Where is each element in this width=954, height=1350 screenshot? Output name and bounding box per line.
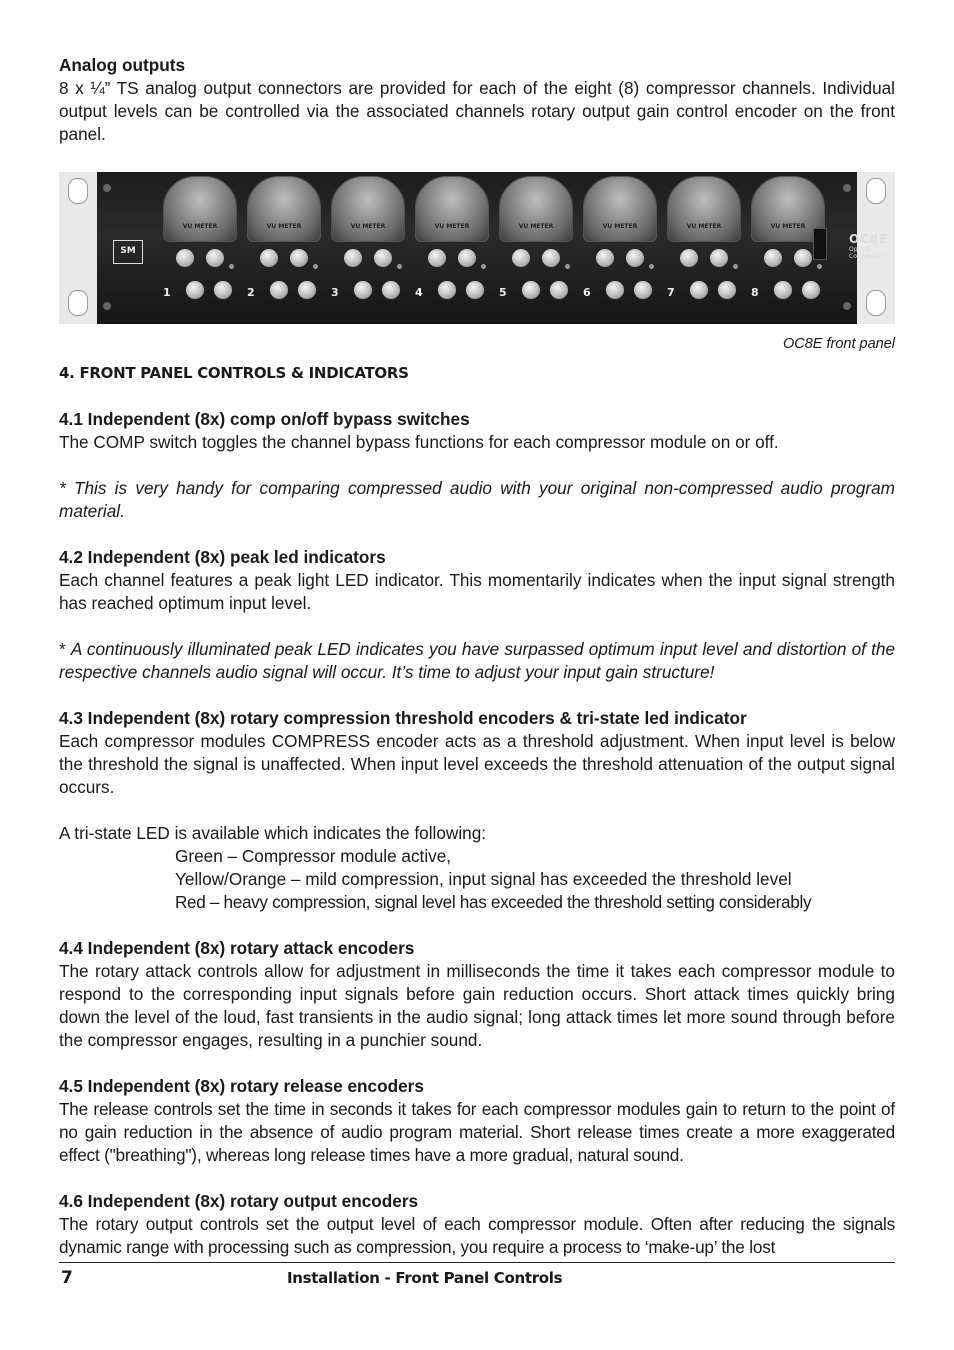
vu-meter-label: VU METER <box>602 223 638 230</box>
knob-icon <box>679 248 699 268</box>
peak-led-icon <box>565 264 570 269</box>
analog-outputs-heading: Analog outputs <box>59 55 186 75</box>
knob-icon <box>427 248 447 268</box>
knob-icon <box>465 280 485 300</box>
s43-led-green: Green – Compressor module active, <box>175 846 452 866</box>
knob-icon <box>773 280 793 300</box>
knob-icon <box>595 248 615 268</box>
s43-heading: 4.3 Independent (8x) rotary compression threshold encoders & tri-state led indicator <box>59 708 747 728</box>
front-panel-image <box>59 172 895 324</box>
section-title: 4. FRONT PANEL CONTROLS & INDICATORS <box>59 364 409 382</box>
s41-heading: 4.1 Independent (8x) comp on/off bypass switches <box>59 409 470 429</box>
s42-body: Each channel features a peak light LED indicator. This momentarily indicates when the input signal strength has reached optimum input level. <box>59 570 895 613</box>
s43-led-intro: A tri-state LED is available which indicates the following: <box>59 823 487 843</box>
screw <box>103 302 111 310</box>
vu-meter-icon <box>499 176 573 242</box>
page-footer <box>59 1262 895 1288</box>
rack-hole <box>68 178 88 204</box>
vu-meter-icon <box>331 176 405 242</box>
channel-number: 8 <box>751 286 759 299</box>
knob-icon <box>511 248 531 268</box>
brand-sub1: Optical <box>849 246 871 253</box>
footer-title: Installation - Front Panel Controls <box>287 1269 563 1287</box>
screw <box>843 302 851 310</box>
knob-icon <box>717 280 737 300</box>
peak-led-icon <box>649 264 654 269</box>
rack-ear-left <box>59 172 99 324</box>
s45-heading: 4.5 Independent (8x) rotary release encoders <box>59 1076 424 1096</box>
vu-meter-label: VU METER <box>434 223 470 230</box>
knob-icon <box>689 280 709 300</box>
knob-icon <box>709 248 729 268</box>
peak-led-icon <box>313 264 318 269</box>
vu-meter-icon <box>583 176 657 242</box>
knob-icon <box>213 280 233 300</box>
knob-icon <box>521 280 541 300</box>
rack-hole <box>866 290 886 316</box>
figure-caption: OC8E front panel <box>782 336 895 352</box>
knob-icon <box>793 248 813 268</box>
channel-number: 3 <box>331 286 339 299</box>
knob-icon <box>625 248 645 268</box>
analog-outputs-body: 8 x ¼” TS analog output connectors are provided for each of the eight (8) compressor channels. Individual output levels can be controlled via the associated channels rotary output gain control encoder on the front panel. <box>59 78 895 144</box>
knob-icon <box>763 248 783 268</box>
channel-number: 7 <box>667 286 675 299</box>
page-number: 7 <box>61 1268 73 1288</box>
s46-body: The rotary output controls set the output level of each compressor module. Often after reducing the signals dynamic range with processing such as compression, you require a process to ‘make-up’ the lost <box>59 1214 895 1257</box>
rack-hole <box>866 178 886 204</box>
peak-led-icon <box>229 264 234 269</box>
knob-icon <box>633 280 653 300</box>
peak-led-icon <box>481 264 486 269</box>
channel-number: 1 <box>163 286 171 299</box>
knob-icon <box>801 280 821 300</box>
s44-body: The rotary attack controls allow for adjustment in milliseconds the time it takes each compressor module to respond to the corresponding input signals before gain reduction occurs. Short attack times quickly bring down the level of the loud, fast transients in the audio signal; long attack times let more sound through before the compressor engages, resulting in a punchier sound. <box>59 961 895 1050</box>
knob-icon <box>289 248 309 268</box>
screw <box>843 184 851 192</box>
s45-body: The release controls set the time in seconds it takes for each compressor modules gain to return to the point of no gain reduction in the absence of audio program material. Short release times create a more exaggerated effect ("breathing"), whereas long release times have a more gradual, natural sound. <box>59 1099 895 1165</box>
vu-meter-label: VU METER <box>182 223 218 230</box>
channel-6 <box>579 176 659 318</box>
channel-number: 2 <box>247 286 255 299</box>
channel-3 <box>327 176 407 318</box>
peak-led-icon <box>733 264 738 269</box>
channel-4 <box>411 176 491 318</box>
channel-number: 5 <box>499 286 507 299</box>
vu-meter-icon <box>247 176 321 242</box>
knob-icon <box>175 248 195 268</box>
s42-heading: 4.2 Independent (8x) peak led indicators <box>59 547 386 567</box>
knob-icon <box>457 248 477 268</box>
panel-face <box>97 172 889 324</box>
peak-led-icon <box>817 264 822 269</box>
vu-meter-label: VU METER <box>518 223 554 230</box>
s41-note: * This is very handy for comparing compressed audio with your original non-compressed audio program material. <box>59 478 895 521</box>
vu-meter-label: VU METER <box>770 223 806 230</box>
knob-icon <box>297 280 317 300</box>
vu-meter-icon <box>667 176 741 242</box>
channel-2 <box>243 176 323 318</box>
vu-meter-label: VU METER <box>350 223 386 230</box>
s42-note-star: * <box>59 639 71 659</box>
knob-icon <box>541 248 561 268</box>
knob-icon <box>373 248 393 268</box>
power-switch <box>813 228 827 260</box>
logo-icon: SM <box>113 240 143 264</box>
channel-number: 6 <box>583 286 591 299</box>
knob-icon <box>353 280 373 300</box>
vu-meter-label: VU METER <box>686 223 722 230</box>
knob-icon <box>381 280 401 300</box>
brand-label <box>849 232 889 260</box>
page-content <box>59 54 895 1259</box>
rack-hole <box>68 290 88 316</box>
s46-heading: 4.6 Independent (8x) rotary output encoders <box>59 1191 419 1211</box>
knob-icon <box>343 248 363 268</box>
brand-sub2: Compressor <box>849 253 885 260</box>
knob-icon <box>269 280 289 300</box>
channel-1 <box>159 176 239 318</box>
s43-led-red: Red – heavy compression, signal level has exceeded the threshold setting considerably <box>175 892 812 912</box>
knob-icon <box>437 280 457 300</box>
s43-led-yellow: Yellow/Orange – mild compression, input signal has exceeded the threshold level <box>175 869 792 889</box>
knob-icon <box>185 280 205 300</box>
knob-icon <box>205 248 225 268</box>
s44-heading: 4.4 Independent (8x) rotary attack encoders <box>59 938 415 958</box>
vu-meter-icon <box>163 176 237 242</box>
brand-name: OC8E <box>849 232 889 246</box>
s43-body: Each compressor modules COMPRESS encoder acts as a threshold adjustment. When input level is below the threshold the signal is unaffected. When input level exceeds the threshold attenuation of the output signal occurs. <box>59 731 895 797</box>
channel-number: 4 <box>415 286 423 299</box>
knob-icon <box>549 280 569 300</box>
screw <box>103 184 111 192</box>
channel-7 <box>663 176 743 318</box>
vu-meter-icon <box>415 176 489 242</box>
vu-meter-label: VU METER <box>266 223 302 230</box>
peak-led-icon <box>397 264 402 269</box>
s42-note-wrap <box>59 638 895 684</box>
channel-5 <box>495 176 575 318</box>
s41-body: The COMP switch toggles the channel bypass functions for each compressor module on or off. <box>59 432 779 452</box>
knob-icon <box>605 280 625 300</box>
s42-note: A continuously illuminated peak LED indicates you have surpassed optimum input level and distortion of the respective channels audio signal will occur. It’s time to adjust your input gain structure! <box>59 639 896 682</box>
knob-icon <box>259 248 279 268</box>
